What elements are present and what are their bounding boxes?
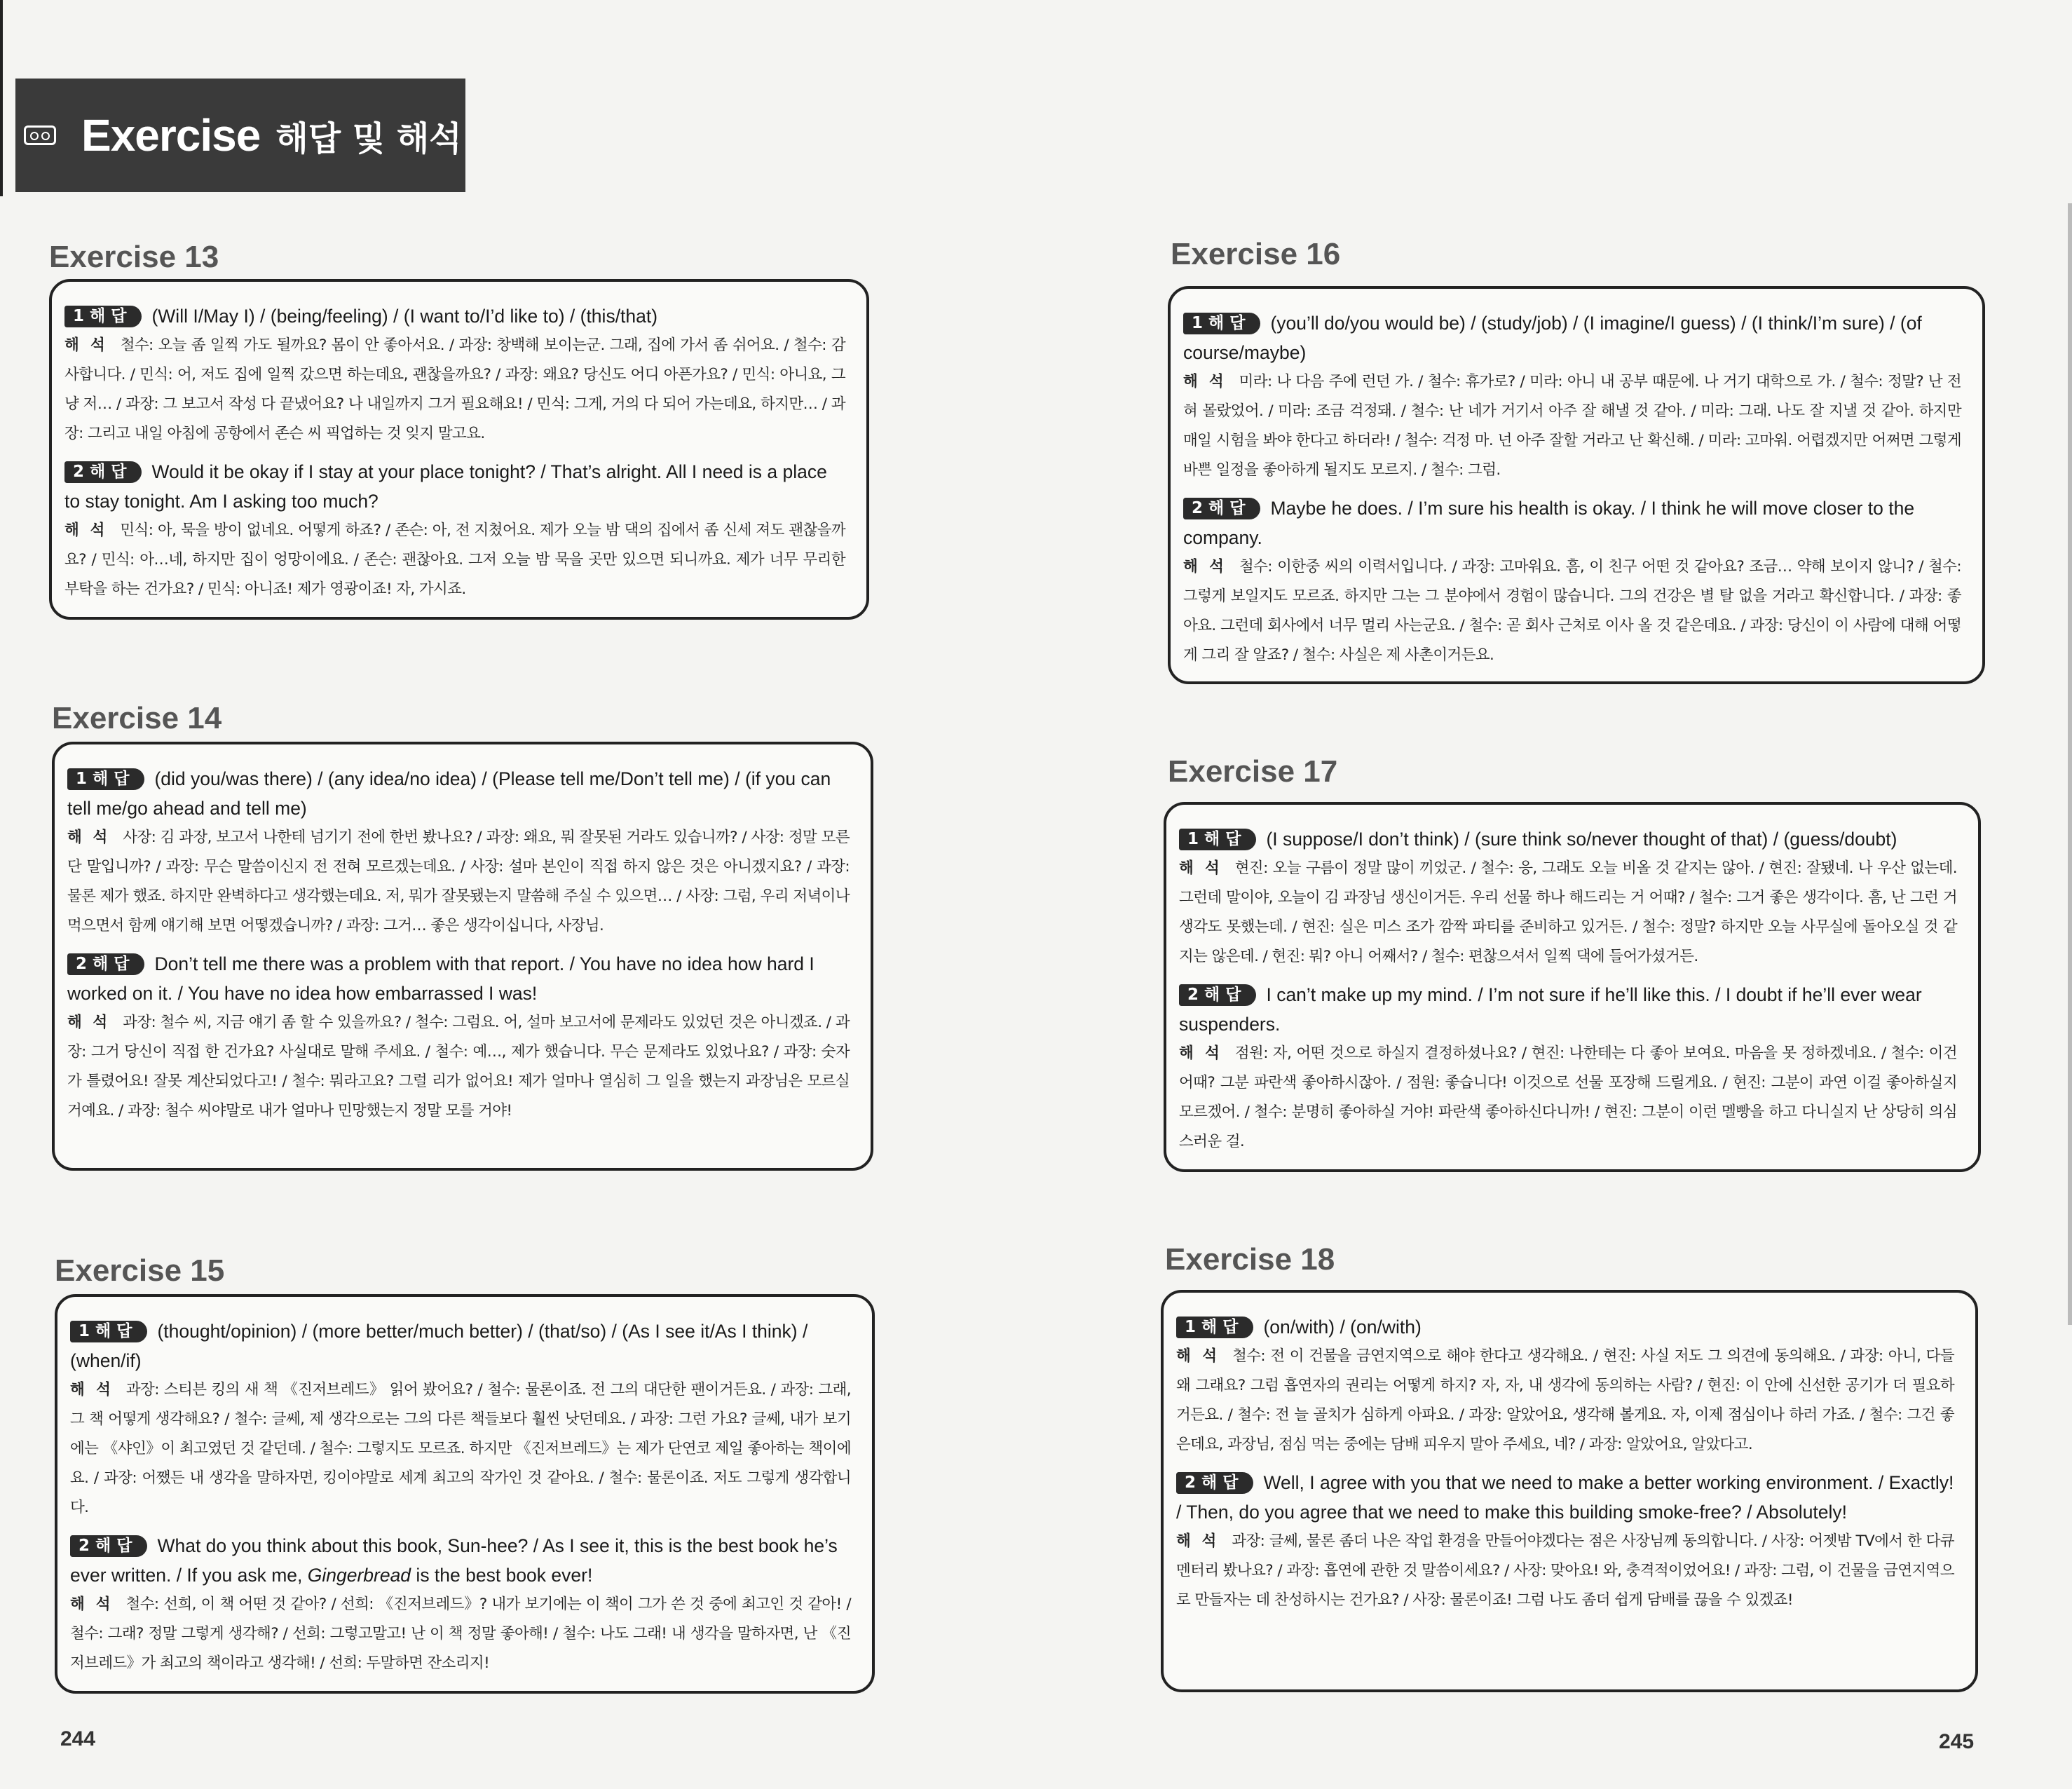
answer-1-line xyxy=(70,1317,851,1375)
answer-2-text: Don’t tell me there was a problem with that report. / You have no idea how hard I worked on it. / You have no idea how embarrassed I was! xyxy=(67,953,815,1004)
answer-1-text: (Will I/May I) / (being/feeling) / (I want to/I’d like to) / (this/that) xyxy=(151,306,658,327)
translation-2 xyxy=(1176,1527,1954,1615)
exercise-17-heading: Exercise 17 xyxy=(1168,754,1338,789)
translation-1-text: 현진: 오늘 구름이 정말 많이 끼었군. / 철수: 응, 그래도 오늘 비올 것 같지는 않아. / 현진: 잘됐네. 나 우산 없는데. 그런데 말이야, 오늘이 김 과장님 생신이거든. 우리 선물 하나 해드리는 거 어때? / 철수: 그거 좋은 생각이다. 흠, 난 그런 거 생각도 못했는데. / 현진: 실은 미스 조가 깜짝 파티를 준비하고 있거든. / 철수: 정말? 하지만 오늘 사무실에 돌아오실 것 같지는 않은데. / 현진: 뭐? 아니 어째서? / 철수: 편찮으셔서 일찍 댁에 들어가셨거든. xyxy=(1179,859,1957,965)
answer-1-line xyxy=(1183,308,1961,367)
answer-1-text: (on/with) / (on/with) xyxy=(1263,1317,1422,1338)
exercise-16-box xyxy=(1168,286,1985,684)
answer-1-badge: 1 해 답 xyxy=(1183,313,1260,334)
answer-1-line xyxy=(67,764,850,823)
translation-2 xyxy=(67,1008,850,1126)
answer-1-text: (thought/opinion) / (more better/much better) / (that/so) / (As I see it/As I think) / (when/if) xyxy=(70,1321,808,1371)
translation-1 xyxy=(67,823,850,941)
answer-1-line xyxy=(1176,1312,1954,1342)
exercise-18-heading: Exercise 18 xyxy=(1165,1242,1335,1277)
exercise-17-box xyxy=(1164,802,1981,1172)
translation-2-text: 과장: 글쎄, 물론 좀더 나은 작업 환경을 만들어야겠다는 점은 사장님께 동의합니다. / 사장: 어젯밤 TV에서 한 다큐멘터리 봤나요? / 과장: 흡연에 관한 것 말씀이세요? / 사장: 맞아요! 와, 충격적이었어요! / 과장: 그럼, 이 건물을 금연지역으로 만들자는 데 찬성하시는 건가요? / 사장: 물론이죠! 그럼 나도 좀더 쉽게 담배를 끊을 수 있겠죠! xyxy=(1176,1532,1954,1609)
exercise-16-heading: Exercise 16 xyxy=(1171,237,1341,271)
answer-2-line xyxy=(64,457,845,516)
answer-2-text: Would it be okay if I stay at your place tonight? / That’s alright. All I need is a place to stay tonight. Am I asking too much? xyxy=(64,461,827,512)
translation-2 xyxy=(1179,1039,1957,1157)
translation-label: 해 석 xyxy=(70,1596,114,1613)
answer-2-line xyxy=(70,1531,851,1590)
translation-1 xyxy=(1179,854,1957,972)
translation-1 xyxy=(1183,367,1961,485)
translation-2-text: 점원: 자, 어떤 것으로 하실지 결정하셨나요? / 현진: 나한테는 다 좋아 보여요. 마음을 못 정하겠네요. / 철수: 이건 어때? 그분 파란색 좋아하시잖아. / 점원: 좋습니다! 이것으로 선물 포장해 드릴게요. / 현진: 그분이 과연 이걸 좋아하실지 모르겠어. / 철수: 분명히 좋아하실 거야! 파란색 좋아하신다니까! / 현진: 그분이 이런 멜빵을 하고 다니실지 난 상당히 의심스러운 걸. xyxy=(1179,1045,1957,1150)
translation-label: 해 석 xyxy=(64,336,108,354)
answer-2-line xyxy=(67,949,850,1008)
exercise-14-heading: Exercise 14 xyxy=(52,701,222,735)
section-banner xyxy=(15,79,465,192)
answer-2-badge: 2 해 답 xyxy=(1179,984,1256,1006)
answer-2-badge: 2 해 답 xyxy=(64,461,142,483)
page-edge-left xyxy=(0,0,3,196)
translation-2-text: 민식: 아, 묵을 방이 없네요. 어떻게 하죠? / 존슨: 아, 전 지쳤어요. 제가 오늘 밤 댁의 집에서 좀 신세 져도 괜찮을까요? / 민식: 아…네, 하지만 집이 엉망이에요. / 존슨: 괜찮아요. 그저 오늘 밤 묵을 곳만 있으면 되니까요. 제가 너무 무리한 부탁을 하는 건가요? / 민식: 아니죠! 제가 영광이죠! 자, 가시죠. xyxy=(64,522,846,598)
translation-2 xyxy=(1183,552,1961,670)
answer-1-badge: 1 해 답 xyxy=(70,1321,147,1342)
exercise-15-box xyxy=(55,1294,875,1694)
answer-1-line xyxy=(64,301,845,331)
answer-2-badge: 2 해 답 xyxy=(1183,498,1260,519)
exercise-18-box xyxy=(1161,1290,1978,1692)
page-edge-right xyxy=(2068,203,2072,1325)
answer-2-line xyxy=(1183,494,1961,552)
exercise-13-box xyxy=(49,279,869,620)
answer-2-text-a: What do you think about this book, Sun-hee? / As I see it, this is the best book he’s ever written. / If you ask me, xyxy=(70,1535,838,1586)
translation-label: 해 석 xyxy=(67,1014,111,1031)
translation-1-text: 철수: 오늘 좀 일찍 가도 될까요? 몸이 안 좋아서요. / 과장: 창백해 보이는군. 그래, 집에 가서 좀 쉬어요. / 철수: 감사합니다. / 민식: 어, 저도 집에 일찍 갔으면 하는데요, 괜찮을까요? / 과장: 왜요? 당신도 어디 아픈가요? / 민식: 아니요, 그냥 저… / 과장: 그 보고서 작성 다 끝냈어요? 나 내일까지 그거 필요해요! / 민식: 그게, 거의 다 되어 가는데요, 하지만… / 과장: 그리고 내일 아침에 공항에서 존슨 씨 픽업하는 것 잊지 말고요. xyxy=(64,336,845,442)
translation-label: 해 석 xyxy=(67,829,111,846)
translation-1-text: 철수: 전 이 건물을 금연지역으로 해야 한다고 생각해요. / 현진: 사실 저도 그 의견에 동의해요. / 과장: 아니, 다들 왜 그래요? 그럼 흡연자의 권리는 어떻게 하지? 자, 자, 내 생각에 동의하는 사람? / 현진: 이 안에 신선한 공기가 더 필요하거든요. / 철수: 전 늘 골치가 심하게 아파요. / 과장: 알았어요, 생각해 볼게요. 자, 이제 점심이나 하러 가죠. / 철수: 그건 좋은데요, 과장님, 점심 먹는 중에는 담배 피우지 말아 주세요, 네? / 과장: 알았어요, 알았다고. xyxy=(1176,1347,1954,1453)
translation-2-text: 과장: 철수 씨, 지금 얘기 좀 할 수 있을까요? / 철수: 그럼요. 어, 설마 보고서에 문제라도 있었던 것은 아니겠죠. / 과장: 그거 당신이 직접 한 건가요? 사실대로 말해 주세요. / 철수: 예…, 제가 했습니다. 무슨 문제라도 있었나요? / 과장: 숫자가 틀렸어요! 잘못 계산되었다고! / 철수: 뭐라고요? 그럴 리가 없어요! 제가 얼마나 열심히 그 일을 했는지 과장님은 모르실 거예요. / 과장: 철수 씨야말로 내가 얼마나 민망했는지 정말 모를 거야! xyxy=(67,1014,850,1120)
translation-2 xyxy=(64,516,845,604)
translation-label: 해 석 xyxy=(1176,1532,1220,1550)
banner-subtitle: 해답 및 해석 xyxy=(275,118,462,158)
answer-2-badge: 2 해 답 xyxy=(67,953,144,975)
translation-2 xyxy=(70,1590,851,1678)
translation-label: 해 석 xyxy=(1176,1347,1220,1365)
translation-1-text: 사장: 김 과장, 보고서 나한테 넘기기 전에 한번 봤나요? / 과장: 왜요, 뭐 잘못된 거라도 있습니까? / 사장: 정말 모른단 말입니까? / 과장: 무슨 말씀이신지 전 전혀 모르겠는데요. / 사장: 설마 본인이 직접 하지 않은 것은 아니겠지요? / 과장: 물론 제가 했죠. 하지만 완벽하다고 생각했는데요. 저, 뭐가 잘못됐는지 말씀해 주실 수 있으면… / 사장: 그럼, 우리 저녁이나 먹으면서 함께 얘기해 보면 어떻겠습니까? / 과장: 그거… 좋은 생각이십니다, 사장님. xyxy=(67,829,850,934)
translation-label: 해 석 xyxy=(1183,373,1227,390)
translation-2-text: 철수: 선희, 이 책 어떤 것 같아? / 선희: 《진저브레드》? 내가 보기에는 이 책이 그가 쓴 것 중에 최고인 것 같아! / 철수: 그래? 정말 그렇게 생각해? / 선희: 그렇고말고! 난 이 책 정말 좋아해! / 철수: 나도 그래! 내 생각을 말하자면, 난 《진저브레드》가 최고의 책이라고 생각해! / 선희: 두말하면 잔소리지! xyxy=(70,1596,852,1672)
translation-label: 해 석 xyxy=(1179,1045,1222,1062)
cassette-icon xyxy=(24,125,56,145)
answer-2-text: I can’t make up my mind. / I’m not sure if he’ll like this. / I doubt if he’ll ever wear suspenders. xyxy=(1179,984,1922,1035)
translation-label: 해 석 xyxy=(1179,859,1222,877)
answer-2-badge: 2 해 답 xyxy=(70,1535,147,1557)
translation-label: 해 석 xyxy=(1183,558,1227,576)
answer-1-text: (did you/was there) / (any idea/no idea) / (Please tell me/Don’t tell me) / (if you can tell me/go ahead and tell me) xyxy=(67,768,831,819)
answer-2-text-c: is the best book ever! xyxy=(411,1565,593,1586)
translation-1 xyxy=(1176,1342,1954,1460)
exercise-15-heading: Exercise 15 xyxy=(55,1253,225,1288)
answer-1-text: (I suppose/I don’t think) / (sure think so/never thought of that) / (guess/doubt) xyxy=(1266,829,1897,850)
exercise-14-box xyxy=(52,742,873,1171)
translation-1-text: 미라: 나 다음 주에 런던 가. / 철수: 휴가로? / 미라: 아니 내 공부 때문에. 나 거기 대학으로 가. / 철수: 정말? 난 전혀 몰랐었어. / 미라: 조금 걱정돼. / 철수: 난 네가 거기서 아주 잘 해낼 것 같아. / 미라: 그래. 나도 잘 지낼 것 같아. 하지만 매일 시험을 봐야 한다고 하더라! / 철수: 걱정 마. 넌 아주 잘할 거라고 난 확신해. / 미라: 고마워. 어렵겠지만 어쩌면 그렇게 바쁜 일정을 좋아하게 될지도 모르지. / 철수: 그럼. xyxy=(1183,373,1961,479)
translation-label: 해 석 xyxy=(64,522,108,539)
answer-2-badge: 2 해 답 xyxy=(1176,1472,1253,1494)
answer-2-line xyxy=(1179,980,1957,1039)
answer-1-badge: 1 해 답 xyxy=(67,768,144,790)
translation-1 xyxy=(70,1375,851,1523)
answer-1-badge: 1 해 답 xyxy=(1179,829,1256,850)
page-number-right: 245 xyxy=(1939,1730,1975,1753)
banner-title: Exercise xyxy=(81,110,261,161)
translation-1 xyxy=(64,331,845,449)
answer-2-line xyxy=(1176,1468,1954,1527)
answer-1-badge: 1 해 답 xyxy=(64,306,142,327)
translation-1-text: 과장: 스티븐 킹의 새 책 《진저브레드》 읽어 봤어요? / 철수: 물론이죠. 전 그의 대단한 팬이거든요. / 과장: 그래, 그 책 어떻게 생각해요? / 철수: 글쎄, 제 생각으로는 그의 다른 책들보다 훨씬 낫던데요. / 과장: 그런 가요? 글쎄, 내가 보기에는 《샤인》이 최고였던 것 같던데. / 철수: 그렇지도 모르죠. 하지만 《진저브레드》는 제가 단연코 제일 좋아하는 책이에요. / 과장: 어쨌든 내 생각을 말하자면, 킹이야말로 세계 최고의 작가인 것 같아요. / 철수: 물론이죠. 저도 그렇게 생각합니다. xyxy=(70,1381,851,1516)
translation-label: 해 석 xyxy=(70,1381,114,1399)
translation-2-text: 철수: 이한중 씨의 이력서입니다. / 과장: 고마워요. 흠, 이 친구 어떤 것 같아요? 조금… 약해 보이지 않니? / 철수: 그렇게 보일지도 모르죠. 하지만 그는 그 분야에서 경험이 많습니다. 그의 건강은 별 탈 없을 거라고 확신합니다. / 과장: 좋아요. 그런데 회사에서 너무 멀리 사는군요. / 철수: 곧 회사 근처로 이사 올 것 같은데요. / 과장: 당신이 이 사람에 대해 어떻게 그리 잘 알죠? / 철수: 사실은 제 사촌이거든요. xyxy=(1183,558,1961,664)
answer-2-book-title: Gingerbread xyxy=(307,1565,411,1586)
answer-1-badge: 1 해 답 xyxy=(1176,1317,1253,1338)
answer-1-line xyxy=(1179,824,1957,854)
answer-2-text: Maybe he does. / I’m sure his health is okay. / I think he will move closer to the company. xyxy=(1183,498,1915,548)
page-number-left: 244 xyxy=(60,1727,96,1750)
answer-1-text: (you’ll do/you would be) / (study/job) / (I imagine/I guess) / (I think/I’m sure) / (of course/maybe) xyxy=(1183,313,1922,363)
exercise-13-heading: Exercise 13 xyxy=(49,240,219,274)
answer-2-text: Well, I agree with you that we need to make a better working environment. / Exactly! / Then, do you agree that we need to make this building smoke-free? / Absolutely! xyxy=(1176,1472,1954,1523)
